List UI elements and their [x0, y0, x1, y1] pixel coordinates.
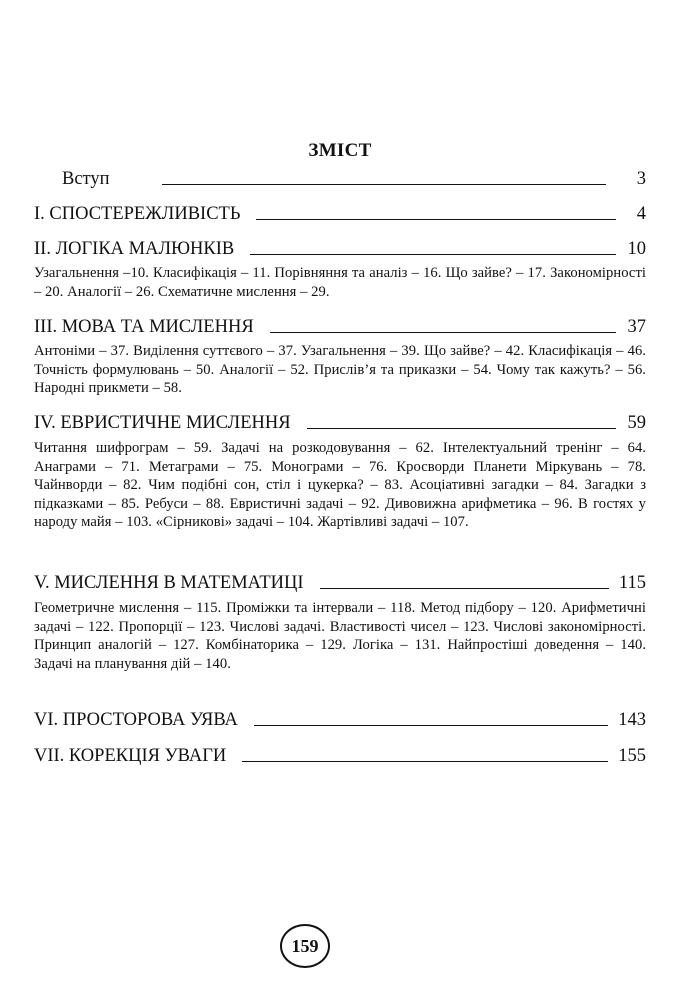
toc-chapter-1[interactable]	[34, 203, 646, 225]
toc-subsection-item[interactable]: Принцип аналогій – 127.	[34, 637, 199, 654]
toc-subsection-item[interactable]: Жартівливі задачі – 107.	[317, 514, 469, 531]
toc-subsection-item[interactable]: Пропорції – 123.	[118, 618, 225, 635]
toc-chapter-7[interactable]	[34, 745, 646, 767]
toc-chapter-3[interactable]	[34, 316, 646, 338]
toc-subsection-item[interactable]: Що зайве? – 17.	[445, 265, 546, 281]
toc-subsections-2	[34, 264, 646, 301]
toc-subsection-item[interactable]: Інтелектуальний тренінг – 64.	[442, 440, 646, 456]
toc-subsection-item[interactable]: Народні прикмети – 58.	[34, 380, 182, 397]
toc-subsection-item[interactable]: В гостях у народу майя – 103.	[34, 495, 646, 531]
page-number: 159	[280, 924, 330, 968]
toc-chapter-label: IV. ЕВРИСТИЧНЕ МИСЛЕННЯ	[34, 413, 291, 433]
toc-subsection-item[interactable]: Задачі на планування дій – 140.	[34, 655, 231, 672]
toc-subsection-item[interactable]: Що зайве? – 42.	[423, 343, 525, 359]
leader-line	[320, 588, 609, 589]
toc-chapter-6[interactable]	[34, 709, 646, 731]
toc-page	[34, 0, 646, 1000]
toc-subsection-item[interactable]: Проміжки та інтервали – 118.	[226, 600, 416, 616]
toc-subsection-item[interactable]: Загадки з підказками – 85.	[34, 477, 647, 512]
toc-subsection-item[interactable]: Числові задачі.	[229, 618, 325, 635]
toc-subsection-item[interactable]: Евристичні задачі – 92.	[229, 495, 380, 512]
toc-chapter-page: 37	[627, 317, 646, 337]
leader-line	[270, 332, 616, 333]
toc-subsection-item[interactable]: Точність формулювань – 50.	[34, 361, 215, 378]
toc-chapter-page: 115	[618, 573, 646, 593]
toc-subsection-item[interactable]: Кросворди Планети Міркувань – 78.	[396, 458, 646, 475]
toc-subsection-item[interactable]: Антоніми – 37.	[34, 343, 130, 359]
toc-subsection-item[interactable]: Прислів’я та приказки – 54.	[313, 361, 492, 378]
toc-subsection-item[interactable]: Читання шифрограм – 59.	[34, 440, 213, 456]
toc-subsection-item[interactable]: Числові закономірності.	[493, 618, 646, 635]
toc-chapter-label: II. ЛОГІКА МАЛЮНКІВ	[34, 239, 235, 259]
toc-subsection-item[interactable]: Метаграми – 75.	[148, 458, 263, 475]
toc-chapter-label: VII. КОРЕКЦІЯ УВАГИ	[34, 746, 227, 766]
toc-chapter-label: III. МОВА ТА МИСЛЕННЯ	[34, 317, 254, 337]
toc-subsection-item[interactable]: Узагальнення – 39.	[300, 343, 420, 359]
toc-subsection-item[interactable]: Дивовижна арифметика – 96.	[385, 495, 573, 512]
toc-subsections-5	[34, 599, 646, 673]
toc-subsection-item[interactable]: Аналогії – 26.	[67, 283, 155, 300]
toc-subsection-item[interactable]: Задачі на розкодовування – 62.	[221, 440, 434, 456]
toc-subsection-item[interactable]: Порівняння та аналіз – 16.	[274, 265, 442, 281]
toc-chapter-label: I. СПОСТЕРЕЖЛИВІСТЬ	[34, 204, 241, 224]
toc-subsection-item[interactable]: Логіка – 131.	[352, 637, 441, 654]
toc-chapter-page: 143	[618, 710, 646, 730]
leader-line	[162, 184, 606, 185]
toc-entry-label: Вступ	[62, 169, 110, 189]
toc-subsections-3	[34, 342, 646, 398]
toc-subsections-4	[34, 439, 646, 532]
toc-subsection-item[interactable]: Чим подібні сон, стіл і цукерка? – 83.	[148, 477, 403, 494]
toc-chapter-5[interactable]	[34, 572, 646, 594]
toc-subsection-item[interactable]: Класифікація – 11.	[153, 265, 271, 281]
toc-title: ЗМІСТ	[308, 140, 372, 161]
toc-subsection-item[interactable]: Закономірності – 20.	[34, 265, 646, 300]
toc-subsection-item[interactable]: Ребуси – 88.	[144, 495, 225, 512]
toc-subsection-item[interactable]: Виділення суттєвого – 37.	[133, 343, 297, 359]
toc-entry-intro[interactable]	[34, 168, 646, 190]
toc-chapter-label: V. МИСЛЕННЯ В МАТЕМАТИЦІ	[34, 573, 304, 593]
toc-entry-page: 3	[636, 169, 646, 189]
leader-line	[256, 219, 616, 220]
toc-chapter-page: 4	[636, 204, 646, 224]
toc-subsection-item[interactable]: Аналогії – 52.	[219, 361, 309, 378]
toc-subsection-item[interactable]: Комбінаторика – 129.	[205, 637, 346, 654]
leader-line	[254, 725, 608, 726]
toc-subsection-item[interactable]: Анаграми – 71.	[34, 458, 140, 475]
toc-subsection-item[interactable]: Найпростіші доведення – 140.	[447, 637, 647, 654]
toc-subsection-item[interactable]: Чому так кажуть? – 56.	[496, 361, 646, 378]
toc-subsection-item[interactable]: Чайнворди – 82.	[34, 477, 142, 494]
toc-chapter-2[interactable]	[34, 238, 646, 260]
toc-chapter-page: 10	[627, 239, 646, 259]
toc-subsection-item[interactable]: Метод підбору – 120.	[420, 600, 557, 616]
toc-subsection-item[interactable]: Монограми – 76.	[271, 458, 388, 475]
toc-subsection-item[interactable]: Узагальнення –10.	[34, 265, 149, 281]
toc-subsection-item[interactable]: Асоціативні загадки – 84.	[409, 477, 578, 494]
toc-chapter-4[interactable]	[34, 412, 646, 434]
toc-subsection-item[interactable]: Геометричне мислення – 115.	[34, 600, 222, 616]
leader-line	[307, 428, 616, 429]
leader-line	[242, 761, 608, 762]
toc-subsection-item[interactable]: Класифікація – 46.	[528, 343, 646, 359]
leader-line	[250, 254, 616, 255]
toc-subsection-item[interactable]: Арифметичні задачі – 122.	[34, 600, 646, 635]
toc-subsection-item[interactable]: Властивості чисел – 123.	[329, 618, 489, 635]
toc-subsection-item[interactable]: «Сірникові» задачі – 104.	[155, 514, 314, 531]
toc-chapter-label: VI. ПРОСТОРОВА УЯВА	[34, 710, 238, 730]
toc-chapter-page: 155	[618, 746, 646, 766]
toc-chapter-page: 59	[627, 413, 646, 433]
toc-subsection-item[interactable]: Схематичне мислення – 29.	[158, 283, 330, 300]
